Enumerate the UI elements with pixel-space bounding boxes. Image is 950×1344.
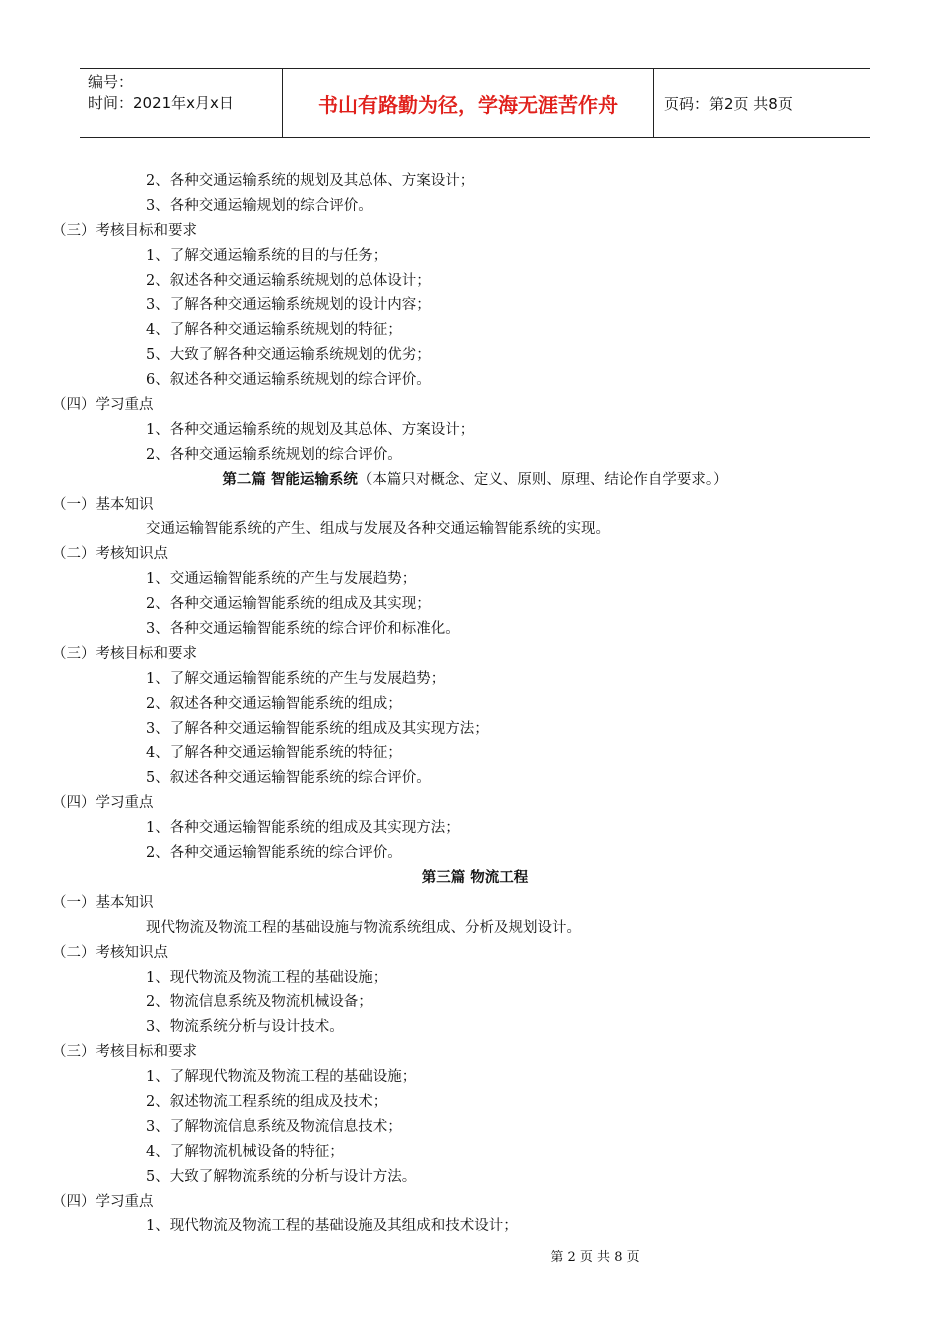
chapter-title-text: 第二篇 智能运输系统 <box>222 470 358 488</box>
list-item: 3、了解物流信息系统及物流信息技术； <box>146 1118 402 1135</box>
section-heading: （四）学习重点 <box>52 397 154 414</box>
section-heading: （二）考核知识点 <box>52 546 168 563</box>
list-item: 2、各种交通运输系统的规划及其总体、方案设计； <box>146 173 475 189</box>
list-item: 现代物流及物流工程的基础设施与物流系统组成、分析及规划设计。 <box>146 919 581 936</box>
list-item: 5、大致了解各种交通运输系统规划的优劣； <box>146 347 431 364</box>
list-item: 1、现代物流及物流工程的基础设施及其组成和技术设计； <box>146 1218 518 1235</box>
header-meta <box>80 69 283 137</box>
section-heading: （四）学习重点 <box>52 1193 154 1210</box>
list-item: 4、了解各种交通运输智能系统的特征； <box>146 745 402 762</box>
document-body <box>0 169 950 1239</box>
list-item: 1、了解交通运输系统的目的与任务； <box>146 247 388 264</box>
list-item: 5、叙述各种交通运输智能系统的综合评价。 <box>146 770 431 787</box>
list-item: 3、各种交通运输智能系统的综合评价和标准化。 <box>146 621 460 638</box>
list-item: 2、各种交通运输智能系统的综合评价。 <box>146 845 402 862</box>
list-item: 2、叙述各种交通运输智能系统的组成； <box>146 695 402 712</box>
header-motto: 书山有路勤为径，学海无涯苦作舟 <box>283 69 654 137</box>
list-item: 4、了解各种交通运输系统规划的特征； <box>146 322 402 339</box>
list-item: 1、交通运输智能系统的产生与发展趋势； <box>146 571 417 588</box>
list-item: 1、现代物流及物流工程的基础设施； <box>146 969 388 986</box>
list-item: 6、叙述各种交通运输系统规划的综合评价。 <box>146 372 431 389</box>
list-item: 1、各种交通运输智能系统的组成及其实现方法； <box>146 820 460 837</box>
list-item: 2、物流信息系统及物流机械设备； <box>146 994 373 1011</box>
section-heading: （一）基本知识 <box>52 496 154 513</box>
chapter-title <box>0 866 950 891</box>
list-item: 3、物流系统分析与设计技术。 <box>146 1019 344 1036</box>
document-time-label: 时间：2021年x月x日 <box>88 94 234 112</box>
document-number-label: 编号： <box>88 73 134 91</box>
list-item: 1、了解现代物流及物流工程的基础设施； <box>146 1069 417 1086</box>
section-heading: （一）基本知识 <box>52 894 154 911</box>
section-heading: （三）考核目标和要求 <box>52 1044 197 1061</box>
header-page-info: 页码：第2页 共8页 <box>664 94 793 113</box>
page-header <box>80 68 870 138</box>
list-item: 3、了解各种交通运输智能系统的组成及其实现方法； <box>146 720 489 737</box>
list-item: 2、叙述各种交通运输系统规划的总体设计； <box>146 272 431 289</box>
list-item: 5、大致了解物流系统的分析与设计方法。 <box>146 1168 417 1185</box>
list-item: 3、了解各种交通运输系统规划的设计内容； <box>146 297 431 314</box>
section-heading: （四）学习重点 <box>52 795 154 812</box>
list-item: 2、各种交通运输智能系统的组成及其实现； <box>146 596 431 613</box>
section-heading: （三）考核目标和要求 <box>52 645 197 662</box>
chapter-title-note: （本篇只对概念、定义、原则、原理、结论作自学要求。） <box>357 471 728 488</box>
list-item: 3、各种交通运输规划的综合评价。 <box>146 197 373 214</box>
list-item: 2、叙述物流工程系统的组成及技术； <box>146 1093 388 1110</box>
section-heading: （三）考核目标和要求 <box>52 222 197 239</box>
list-item: 1、各种交通运输系统的规划及其总体、方案设计； <box>146 421 475 438</box>
list-item: 4、了解物流机械设备的特征； <box>146 1143 344 1160</box>
list-item: 交通运输智能系统的产生、组成与发展及各种交通运输智能系统的实现。 <box>146 521 610 538</box>
list-item: 2、各种交通运输系统规划的综合评价。 <box>146 446 402 463</box>
section-heading: （二）考核知识点 <box>52 944 168 961</box>
chapter-title-text: 第三篇 物流工程 <box>421 868 529 886</box>
chapter-title <box>0 468 950 493</box>
page-footer: 第 2 页 共 8 页 <box>550 1250 640 1265</box>
list-item: 1、了解交通运输智能系统的产生与发展趋势； <box>146 670 446 687</box>
